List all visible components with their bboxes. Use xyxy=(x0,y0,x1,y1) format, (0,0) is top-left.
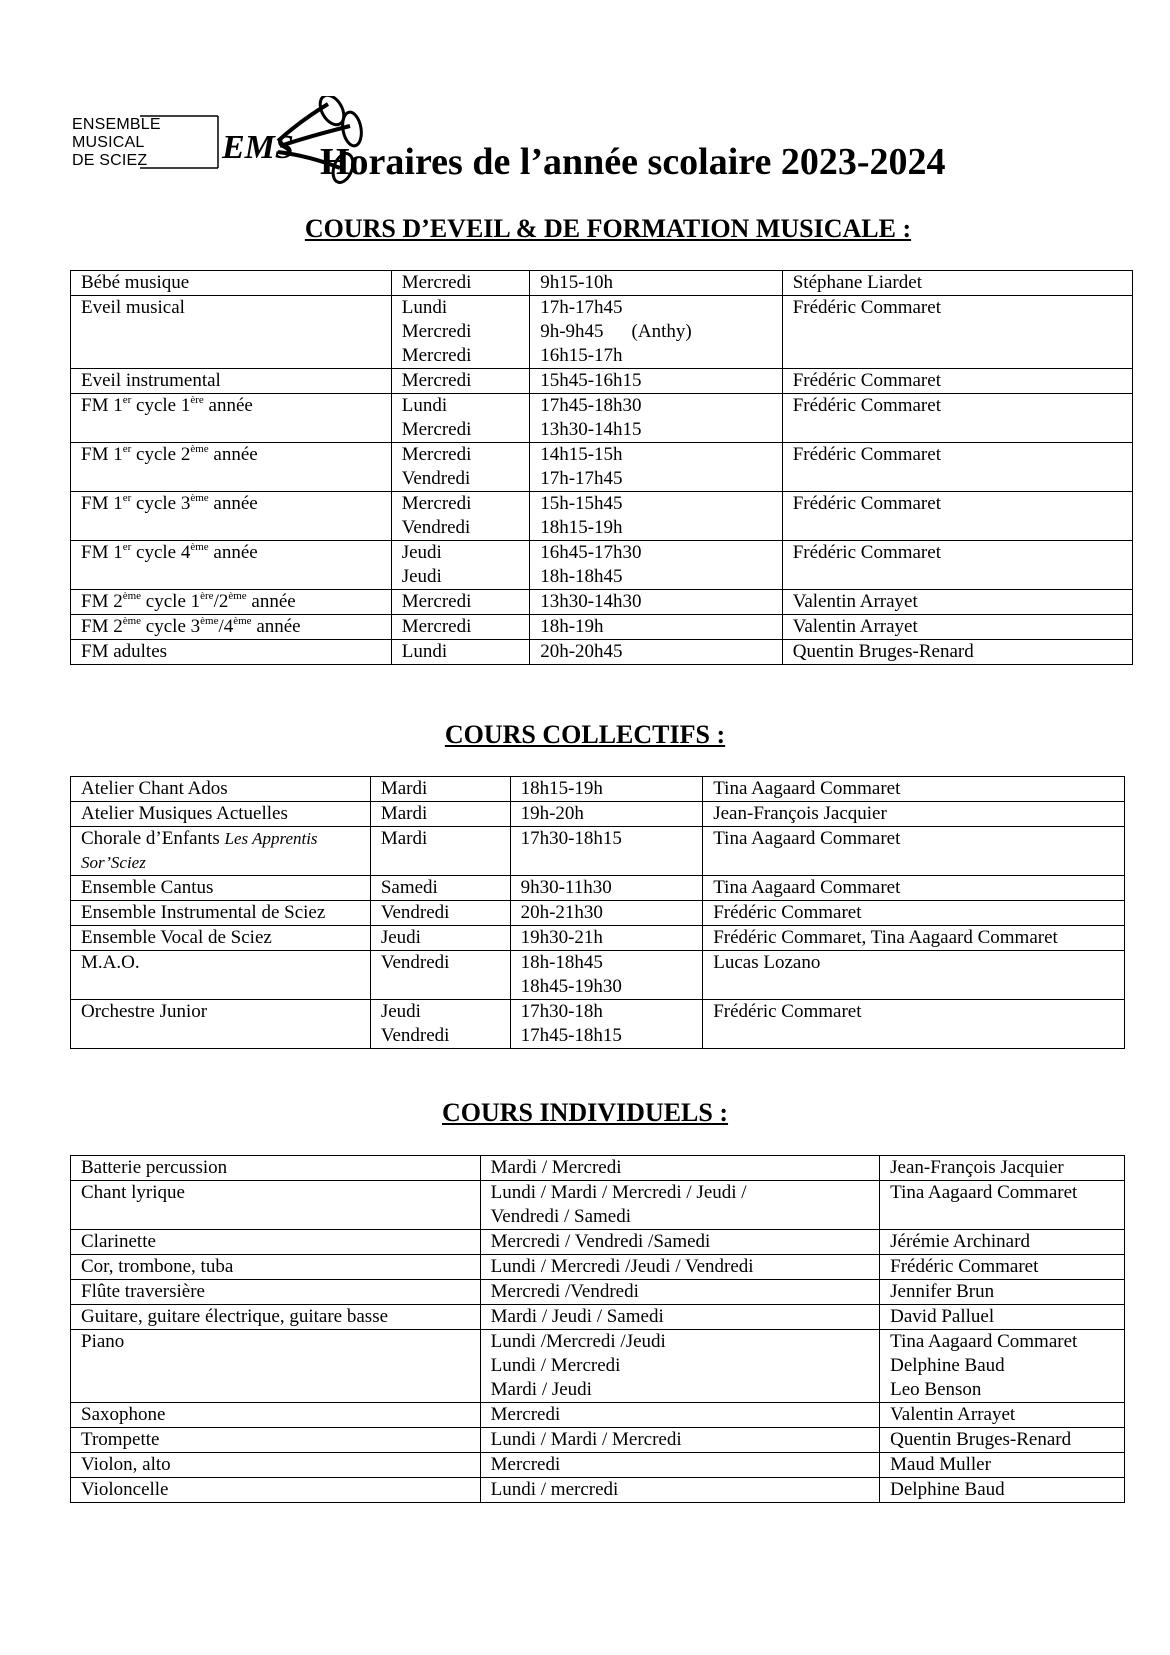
table-row xyxy=(71,394,1133,443)
teacher-cell: Frédéric Commaret xyxy=(782,443,1132,492)
teacher-cell: Tina Aagaard Commaret xyxy=(703,777,1125,802)
day-cell: Lundi /Mercredi /Jeudi Lundi / Mercredi Mardi / Jeudi xyxy=(480,1330,880,1403)
teacher-cell: Frédéric Commaret xyxy=(703,1000,1125,1049)
day-cell: Mercredi Vendredi xyxy=(391,492,529,541)
teacher-cell: Lucas Lozano xyxy=(703,951,1125,1000)
day-cell: Mercredi xyxy=(391,615,529,640)
table-row xyxy=(71,492,1133,541)
time-cell: 18h15-19h xyxy=(510,777,703,802)
day-cell: Mercredi /Vendredi xyxy=(480,1280,880,1305)
course-cell: Ensemble Vocal de Sciez xyxy=(71,926,371,951)
course-cell: Ensemble Cantus xyxy=(71,876,371,901)
time-cell xyxy=(530,296,783,369)
instrument-cell: Piano xyxy=(71,1330,481,1403)
course-cell: FM 2ème cycle 1ère/2ème année xyxy=(71,590,392,615)
day-cell: Vendredi xyxy=(370,951,510,1000)
day-cell: Jeudi Jeudi xyxy=(391,541,529,590)
time-cell: 18h-18h45 18h45-19h30 xyxy=(510,951,703,1000)
logo-line: DE SCIEZ xyxy=(72,152,148,169)
table-row xyxy=(71,1478,1125,1503)
day-cell: Mercredi / Vendredi /Samedi xyxy=(480,1230,880,1255)
table-row xyxy=(71,271,1133,296)
table-row xyxy=(71,827,1125,876)
table-row xyxy=(71,926,1125,951)
table-row xyxy=(71,369,1133,394)
teacher-cell: Frédéric Commaret xyxy=(782,492,1132,541)
logo-line: ENSEMBLE xyxy=(72,116,161,133)
teacher-cell: Tina Aagaard Commaret xyxy=(703,827,1125,876)
day-cell: Lundi / Mardi / Mercredi / Jeudi / Vendredi / Samedi xyxy=(480,1181,880,1230)
course-cell: Atelier Chant Ados xyxy=(71,777,371,802)
table-row xyxy=(71,1428,1125,1453)
day-cell: Mercredi xyxy=(391,590,529,615)
table-row xyxy=(71,615,1133,640)
time-line xyxy=(540,320,772,344)
course-cell: Bébé musique xyxy=(71,271,392,296)
teacher-cell: Jérémie Archinard xyxy=(880,1230,1125,1255)
table-row xyxy=(71,1453,1125,1478)
teacher-cell: Tina Aagaard Commaret xyxy=(703,876,1125,901)
page-title: Horaires de l’année scolaire 2023-2024 xyxy=(320,141,946,183)
instrument-cell: Batterie percussion xyxy=(71,1156,481,1181)
table-row xyxy=(71,777,1125,802)
teacher-cell: Frédéric Commaret xyxy=(782,369,1132,394)
day-cell: Vendredi xyxy=(370,901,510,926)
time-cell: 17h30-18h 17h45-18h15 xyxy=(510,1000,703,1049)
course-cell: FM 1er cycle 3ème année xyxy=(71,492,392,541)
table-row xyxy=(71,951,1125,1000)
table-individuels xyxy=(70,1155,1125,1503)
time-cell: 20h-21h30 xyxy=(510,901,703,926)
logo-monogram: EMS xyxy=(222,129,294,166)
day-line: Mercredi xyxy=(401,345,472,366)
day-cell: Lundi / mercredi xyxy=(480,1478,880,1503)
time-line: 17h-17h45 xyxy=(540,297,623,318)
day-cell: Lundi xyxy=(391,640,529,665)
course-cell: Chorale d’Enfants Les Apprentis Sor’Sciez xyxy=(71,827,371,876)
day-cell: Mercredi Vendredi xyxy=(391,443,529,492)
time-cell: 19h30-21h xyxy=(510,926,703,951)
day-cell: Mercredi xyxy=(391,369,529,394)
teacher-cell: Delphine Baud xyxy=(880,1478,1125,1503)
instrument-cell: Flûte traversière xyxy=(71,1280,481,1305)
course-cell: M.A.O. xyxy=(71,951,371,1000)
time-cell: 16h45-17h30 18h-18h45 xyxy=(530,541,783,590)
day-cell: Mardi xyxy=(370,802,510,827)
time-cell: 14h15-15h 17h-17h45 xyxy=(530,443,783,492)
time-cell: 19h-20h xyxy=(510,802,703,827)
day-cell: Samedi xyxy=(370,876,510,901)
teacher-cell: Maud Muller xyxy=(880,1453,1125,1478)
day-cell: Mardi xyxy=(370,827,510,876)
day-cell: Mardi / Mercredi xyxy=(480,1156,880,1181)
teacher-cell: Jean-François Jacquier xyxy=(703,802,1125,827)
teacher-cell: Frédéric Commaret xyxy=(703,901,1125,926)
instrument-cell: Guitare, guitare électrique, guitare basse xyxy=(71,1305,481,1330)
day-cell: Lundi / Mercredi /Jeudi / Vendredi xyxy=(480,1255,880,1280)
day-cell: Jeudi Vendredi xyxy=(370,1000,510,1049)
teacher-cell: Frédéric Commaret xyxy=(782,394,1132,443)
instrument-cell: Violon, alto xyxy=(71,1453,481,1478)
teacher-cell: Valentin Arrayet xyxy=(880,1403,1125,1428)
instrument-cell: Trompette xyxy=(71,1428,481,1453)
day-cell: Lundi / Mardi / Mercredi xyxy=(480,1428,880,1453)
teacher-cell: Stéphane Liardet xyxy=(782,271,1132,296)
day-cell: Mardi xyxy=(370,777,510,802)
page-header xyxy=(70,96,1120,196)
course-cell: FM 2ème cycle 3ème/4ème année xyxy=(71,615,392,640)
table-row xyxy=(71,1403,1125,1428)
instrument-cell: Clarinette xyxy=(71,1230,481,1255)
course-cell: FM adultes xyxy=(71,640,392,665)
teacher-cell: Quentin Bruges-Renard xyxy=(880,1428,1125,1453)
instrument-cell: Chant lyrique xyxy=(71,1181,481,1230)
time-cell: 13h30-14h30 xyxy=(530,590,783,615)
day-cell: Mercredi xyxy=(480,1403,880,1428)
table-row xyxy=(71,296,1133,369)
time-cell: 9h30-11h30 xyxy=(510,876,703,901)
day-cell: Mercredi xyxy=(480,1453,880,1478)
ems-logo xyxy=(70,96,300,186)
table-row xyxy=(71,1330,1125,1403)
teacher-cell: Frédéric Commaret xyxy=(782,296,1132,369)
time-line: 16h15-17h xyxy=(540,345,623,366)
day-line: Mercredi xyxy=(401,321,472,342)
table-row xyxy=(71,1156,1125,1181)
time-value: 9h-9h45 xyxy=(540,321,604,342)
table-row xyxy=(71,443,1133,492)
teacher-cell: Quentin Bruges-Renard xyxy=(782,640,1132,665)
course-cell: Atelier Musiques Actuelles xyxy=(71,802,371,827)
teacher-cell: Jennifer Brun xyxy=(880,1280,1125,1305)
instrument-cell: Cor, trombone, tuba xyxy=(71,1255,481,1280)
course-cell: FM 1er cycle 2ème année xyxy=(71,443,392,492)
day-cell: Jeudi xyxy=(370,926,510,951)
teacher-cell: David Palluel xyxy=(880,1305,1125,1330)
time-cell: 18h-19h xyxy=(530,615,783,640)
table-row xyxy=(71,876,1125,901)
table-row xyxy=(71,640,1133,665)
table-row xyxy=(71,1280,1125,1305)
logo-line: MUSICAL xyxy=(72,134,145,151)
course-cell: Orchestre Junior xyxy=(71,1000,371,1049)
section-title-collectifs: COURS COLLECTIFS : xyxy=(444,720,726,749)
time-cell: 15h45-16h15 xyxy=(530,369,783,394)
table-row xyxy=(71,590,1133,615)
table-row xyxy=(71,541,1133,590)
instrument-cell: Violoncelle xyxy=(71,1478,481,1503)
teacher-cell: Valentin Arrayet xyxy=(782,590,1132,615)
table-row xyxy=(71,1230,1125,1255)
table-row xyxy=(71,1181,1125,1230)
course-cell: Ensemble Instrumental de Sciez xyxy=(71,901,371,926)
table-eveil xyxy=(70,270,1133,665)
time-cell: 17h45-18h30 13h30-14h15 xyxy=(530,394,783,443)
day-cell xyxy=(391,296,529,369)
teacher-cell: Jean-François Jacquier xyxy=(880,1156,1125,1181)
course-cell: FM 1er cycle 1ère année xyxy=(71,394,392,443)
table-row xyxy=(71,1000,1125,1049)
table-row xyxy=(71,901,1125,926)
table-row xyxy=(71,1305,1125,1330)
table-row xyxy=(71,802,1125,827)
course-cell: FM 1er cycle 4ème année xyxy=(71,541,392,590)
teacher-cell: Frédéric Commaret xyxy=(782,541,1132,590)
day-cell: Mardi / Jeudi / Samedi xyxy=(480,1305,880,1330)
time-cell: 17h30-18h15 xyxy=(510,827,703,876)
teacher-cell: Valentin Arrayet xyxy=(782,615,1132,640)
day-cell: Mercredi xyxy=(391,271,529,296)
section-title-individuels: COURS INDIVIDUELS : xyxy=(441,1098,729,1127)
table-collectifs xyxy=(70,776,1125,1049)
time-cell: 20h-20h45 xyxy=(530,640,783,665)
section-title-eveil: COURS D’EVEIL & DE FORMATION MUSICALE : xyxy=(304,214,912,243)
teacher-cell: Frédéric Commaret xyxy=(880,1255,1125,1280)
location-note: (Anthy) xyxy=(631,321,692,342)
time-cell: 9h15-10h xyxy=(530,271,783,296)
day-cell: Lundi Mercredi xyxy=(391,394,529,443)
instrument-cell: Saxophone xyxy=(71,1403,481,1428)
time-cell: 15h-15h45 18h15-19h xyxy=(530,492,783,541)
course-cell: Eveil musical xyxy=(71,296,392,369)
teacher-cell: Tina Aagaard Commaret Delphine Baud Leo Benson xyxy=(880,1330,1125,1403)
teacher-cell: Frédéric Commaret, Tina Aagaard Commaret xyxy=(703,926,1125,951)
table-row xyxy=(71,1255,1125,1280)
course-cell: Eveil instrumental xyxy=(71,369,392,394)
teacher-cell: Tina Aagaard Commaret xyxy=(880,1181,1125,1230)
day-line: Lundi xyxy=(401,297,448,318)
